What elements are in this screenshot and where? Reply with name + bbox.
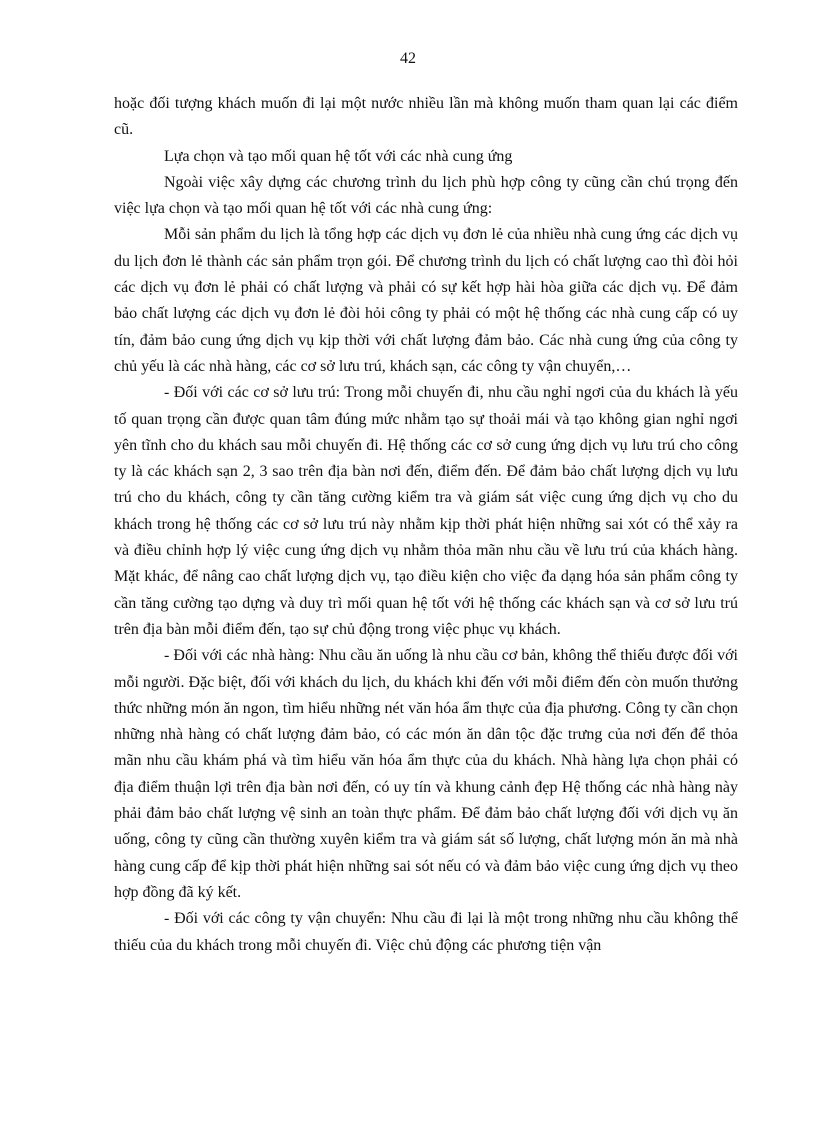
page-number: 42 bbox=[400, 50, 416, 67]
paragraph-products: Mỗi sản phẩm du lịch là tổng hợp các dịch vụ đơn lẻ của nhiều nhà cung ứng các dịch vụ du lịch đơn lẻ thành các sản phẩm trọn gói. Để chương trình du lịch có chất lượng cao thì đòi hỏi các dịch vụ đơn lẻ phải có chất lượng và phải có sự kết hợp hài hòa giữa các dịch vụ. Để đảm bảo chất lượng các dịch vụ đơn lẻ đòi hỏi công ty phải có một hệ thống các nhà cung cấp có uy tín, đảm bảo cung ứng dịch vụ kịp thời với chất lượng đảm bảo. Các nhà cung ứng của công ty chủ yếu là các nhà hàng, các cơ sở lưu trú, khách sạn, các công ty vận chuyển,… bbox=[114, 226, 738, 375]
section-heading: Lựa chọn và tạo mối quan hệ tốt với các nhà cung ứng bbox=[164, 147, 513, 165]
paragraph-intro: Ngoài việc xây dựng các chương trình du lịch phù hợp công ty cũng cần chú trọng đến việc lựa chọn và tạo mối quan hệ tốt với các nhà cung ứng: bbox=[114, 173, 738, 218]
paragraph-continuation: hoặc đối tượng khách muốn đi lại một nước nhiều lần mà không muốn tham quan lại các điểm cũ. bbox=[114, 95, 738, 139]
paragraph-transport: - Đối với các công ty vận chuyển: Nhu cầu đi lại là một trong những nhu cầu không thể thiếu của du khách trong mỗi chuyến đi. Việc chủ động các phương tiện vận bbox=[114, 910, 738, 954]
document-body bbox=[114, 91, 738, 959]
paragraph-restaurants: - Đối với các nhà hàng: Nhu cầu ăn uống là nhu cầu cơ bản, không thể thiếu được đối với mỗi người. Đặc biệt, đối với khách du lịch, du khách khi đến với mỗi điểm đến còn muốn thưởng thức những món ăn ngon, tìm hiểu những nét văn hóa ẩm thực của địa phương. Công ty cần chọn những nhà hàng có chất lượng đảm bảo, có các món ăn dân tộc đặc trưng của nơi đến để thỏa mãn nhu cầu khám phá và tìm hiểu văn hóa ẩm thực của du khách. Nhà hàng lựa chọn phải có địa điểm thuận lợi trên địa bàn nơi đến, có uy tín và khung cảnh đẹp Hệ thống các nhà hàng này phải đảm bảo chất lượng vệ sinh an toàn thực phẩm. Để đảm bảo chất lượng đối với dịch vụ ăn uống, công ty cũng cần thường xuyên kiểm tra và giám sát số lượng, chất lượng món ăn mà nhà hàng cung cấp để kịp thời phát hiện những sai sót nếu có và đảm bảo việc cung ứng dịch vụ theo hợp đồng đã ký kết. bbox=[114, 647, 738, 901]
paragraph-accommodation: - Đối với các cơ sở lưu trú: Trong mỗi chuyến đi, nhu cầu nghỉ ngơi của du khách là yếu tố quan trọng cần được quan tâm đúng mức nhằm tạo sự thoải mái và tạo không gian nghỉ ngơi yên tĩnh cho du khách sau mỗi chuyến đi. Hệ thống các cơ sở cung ứng dịch vụ lưu trú cho công ty là các khách sạn 2, 3 sao trên địa bàn nơi đến, điểm đến. Để đảm bảo chất lượng dịch vụ lưu trú cho du khách, công ty cần tăng cường kiểm tra và giám sát việc cung ứng dịch vụ cho du khách trong hệ thống các cơ sở lưu trú này nhằm kịp thời phát hiện những sai xót có thể xảy ra và điều chỉnh hợp lý việc cung ứng dịch vụ nhằm thỏa mãn nhu cầu về lưu trú của khách hàng. Mặt khác, để nâng cao chất lượng dịch vụ, tạo điều kiện cho việc đa dạng hóa sản phẩm công ty cần tăng cường tạo dựng và duy trì mối quan hệ tốt với hệ thống các khách sạn và cơ sở lưu trú trên địa bàn mỗi điểm đến, tạo sự chủ động trong việc phục vụ khách. bbox=[114, 384, 738, 638]
